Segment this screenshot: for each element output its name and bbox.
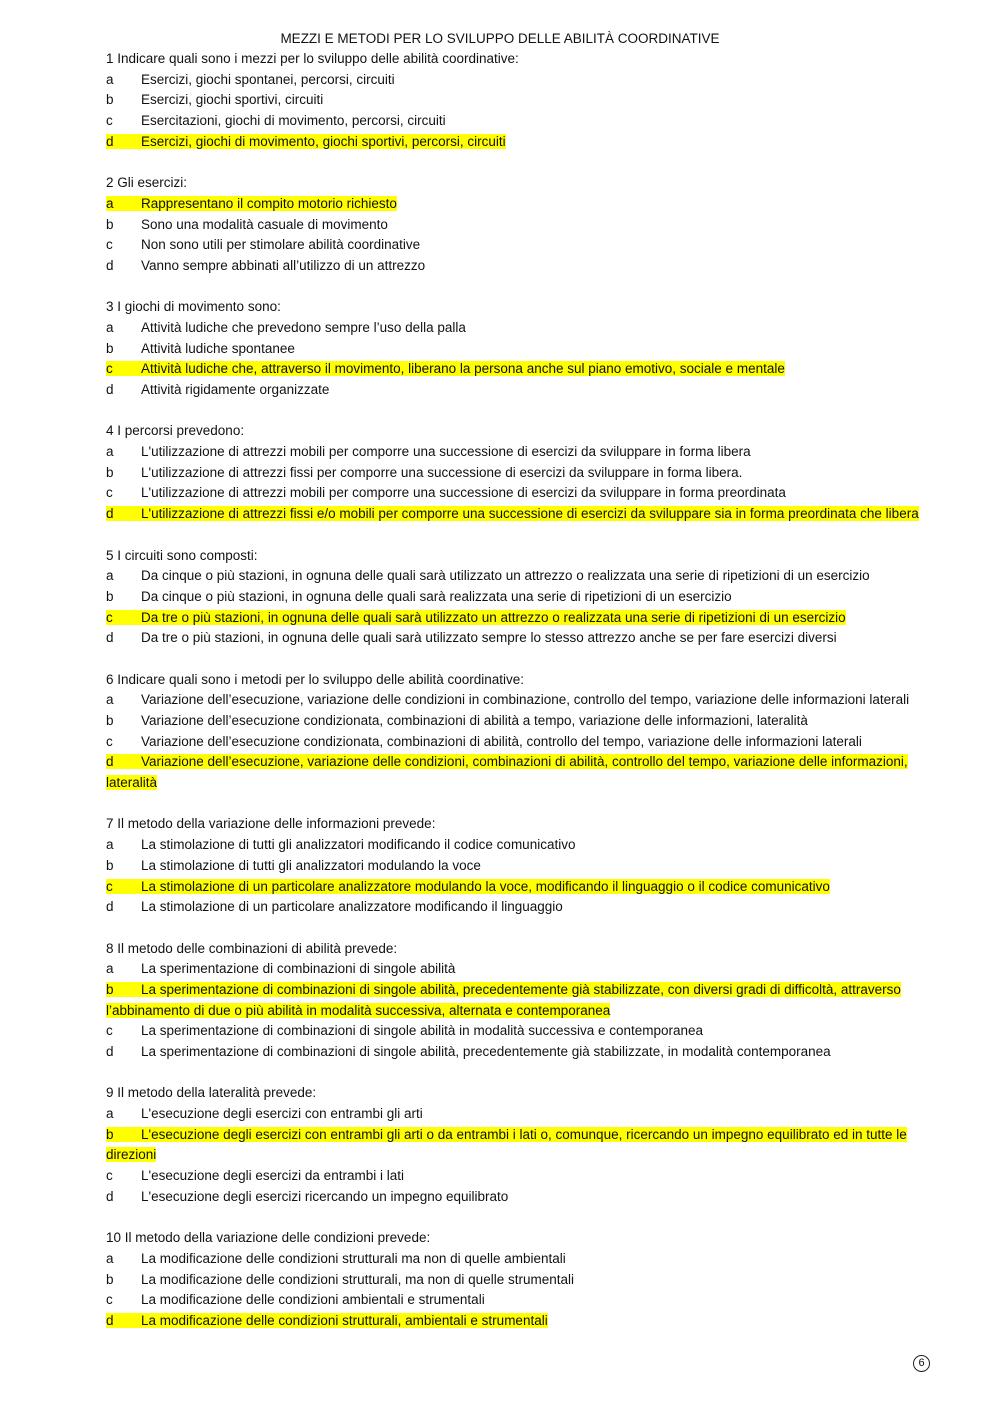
highlighted-answer [106,754,908,769]
answer-option [106,1166,926,1187]
option-line [106,877,926,898]
option-line [106,235,926,256]
answer-text-wrap [106,1044,831,1059]
option-line [106,608,926,629]
option-line [106,194,926,215]
option-letter: c [106,733,113,749]
question-block [106,670,926,794]
option-text: La modificazione delle condizioni strutturali ma non di quelle ambientali [141,1250,566,1266]
option-text: La stimolazione di un particolare analizzatore modulando la voce, modificando il linguaggio o il codice comunicativo [141,878,830,894]
option-letter: d [106,754,114,770]
option-letter: a [106,568,114,584]
question-text: 9 Il metodo della lateralità prevede: [106,1085,317,1101]
answer-text-wrap [106,72,395,87]
option-text: Non sono utili per stimolare abilità coordinative [141,237,421,253]
answer-option-correct [106,194,926,215]
question-block [106,1083,926,1207]
option-text: Da cinque o più stazioni, in ognuna delle quali sarà realizzata una serie di ripetizioni di un esercizio [141,588,732,604]
option-letter: c [106,237,113,253]
answer-option-correct [106,504,926,525]
option-line [106,132,926,153]
answer-text-wrap [106,1292,485,1307]
option-letter: b [106,92,114,108]
option-letter: a [106,1106,114,1122]
option-letter: d [106,1044,114,1059]
page-number: 6 [913,1355,930,1372]
option-letter: a [106,837,114,853]
highlighted-answer [106,196,397,211]
answer-text-wrap [106,258,425,273]
option-letter: b [106,857,114,873]
answer-option [106,1249,926,1270]
option-line [106,628,926,649]
option-text: Attività ludiche spontanee [141,340,295,356]
option-text: l’abbinamento di due o più abilità in modalità successiva, alternata e contemporanea [106,1002,611,1018]
option-text: Vanno sempre abbinati all’utilizzo di un attrezzo [141,257,426,273]
option-line [106,111,926,132]
answer-option [106,732,926,753]
option-line [106,442,926,463]
option-letter: b [106,216,114,232]
question-block [106,173,926,276]
question-block [106,1228,926,1331]
answer-text-wrap [106,382,329,397]
highlighted-answer [106,610,846,625]
option-line [106,483,926,504]
option-text: La modificazione delle condizioni strutturali, ma non di quelle strumentali [141,1271,574,1287]
option-line [106,856,926,877]
option-letter: c [106,878,113,894]
option-line [106,1021,926,1042]
option-line [106,711,926,732]
option-text: L'esecuzione degli esercizi ricercando un impegno equilibrato [141,1188,509,1204]
question-text: 6 Indicare quali sono i metodi per lo sviluppo delle abilità coordinative: [106,671,524,687]
answer-option [106,111,926,132]
option-text: La sperimentazione di combinazioni di singole abilità in modalità successiva e contemporanea [141,1023,704,1039]
option-line [106,1145,926,1166]
option-line [106,587,926,608]
answer-option [106,628,926,649]
question-block [106,546,926,649]
option-text: Attività ludiche che, attraverso il movimento, liberano la persona anche sul piano emotivo, sociale e mentale [141,361,785,377]
answer-option [106,215,926,236]
answer-text-wrap [106,899,563,914]
answer-text-wrap [106,734,862,749]
option-line [106,1125,926,1146]
option-text: La sperimentazione di combinazioni di singole abilità, precedentemente già stabilizzate, in modalità contemporanea [141,1044,831,1059]
option-line [106,732,926,753]
option-line [106,504,926,525]
question-block [106,939,926,1063]
answer-text-wrap [106,858,481,873]
option-letter: b [106,588,114,604]
option-letter: d [106,1312,114,1328]
option-line [106,1270,926,1291]
answer-text-wrap [106,1272,574,1287]
answer-text-wrap [106,341,295,356]
option-line [106,752,926,773]
option-text: La stimolazione di tutti gli analizzatori modificando il codice comunicativo [141,837,576,853]
option-letter: b [106,340,114,356]
option-text: La sperimentazione di combinazioni di singole abilità [141,961,456,977]
option-line [106,70,926,91]
option-text: Variazione dell’esecuzione condizionata, combinazioni di abilità a tempo, variazione delle informazioni, lateralità [141,713,808,728]
question-block [106,814,926,917]
option-text: La modificazione delle condizioni strutturali, ambientali e strumentali [141,1312,548,1328]
option-letter: a [106,71,114,87]
answer-text-wrap [106,92,323,107]
option-text: Esercizi, giochi di movimento, giochi sportivi, percorsi, circuiti [141,133,506,149]
option-line [106,959,926,980]
answer-option [106,380,926,401]
question-block [106,49,926,152]
option-letter: c [106,113,113,129]
option-text: Attività ludiche che prevedono sempre l’uso della palla [141,319,466,335]
option-letter: d [106,133,114,149]
option-letter: a [106,692,114,708]
option-letter: c [106,1168,113,1184]
option-letter: b [106,464,114,480]
option-text: lateralità [106,775,158,791]
option-line [106,1001,926,1022]
answer-option [106,90,926,111]
option-line [106,1311,926,1332]
option-line [106,980,926,1001]
answer-option [106,711,926,732]
answer-option [106,70,926,91]
option-line [106,773,926,794]
option-line [106,1042,926,1063]
answer-text-wrap [106,444,751,459]
option-letter: b [106,713,114,728]
answer-text-wrap [106,113,446,128]
option-letter: c [106,361,113,377]
answer-text-wrap [106,485,786,500]
option-letter: b [106,1271,114,1287]
question-text: 1 Indicare quali sono i mezzi per lo sviluppo delle abilità coordinative: [106,51,519,66]
answer-option [106,566,926,587]
answer-option-correct [106,1311,926,1332]
option-line [106,566,926,587]
highlighted-answer [106,1313,548,1328]
option-line [106,380,926,401]
question-text: 4 I percorsi prevedono: [106,423,245,439]
option-letter: c [106,1023,113,1039]
question-text: 3 I giochi di movimento sono: [106,299,281,315]
highlighted-answer [106,1127,907,1142]
page-title: MEZZI E METODI PER LO SVILUPPO DELLE ABILITÀ COORDINATIVE [280,31,720,46]
option-line [106,1249,926,1270]
option-text: La stimolazione di un particolare analizzatore modificando il linguaggio [141,899,563,915]
option-letter: d [106,382,114,397]
answer-text-wrap [106,237,420,252]
answer-option-correct [106,1125,926,1166]
answer-option [106,856,926,877]
answer-text-wrap [106,692,909,707]
answer-option-correct [106,877,926,898]
answer-option [106,1290,926,1311]
option-letter: a [106,444,114,460]
option-text: L'utilizzazione di attrezzi mobili per comporre una successione di esercizi da sviluppare in forma libera [141,444,751,460]
answer-text-wrap [106,217,388,232]
answer-option-correct [106,980,926,1021]
option-letter: b [106,1126,114,1142]
answer-option [106,235,926,256]
answer-text-wrap [106,1023,703,1038]
answer-option [106,835,926,856]
question-text: 10 Il metodo della variazione delle condizioni prevede: [106,1230,431,1246]
option-letter: a [106,319,114,335]
option-text: Esercizi, giochi spontanei, percorsi, circuiti [141,71,395,87]
option-text: L'esecuzione degli esercizi da entrambi i lati [141,1168,404,1184]
option-letter: a [106,195,114,211]
option-letter: a [106,961,114,977]
option-line [106,339,926,360]
option-letter: d [106,1188,114,1204]
answer-text-wrap [106,837,575,852]
option-text: L'esecuzione degli esercizi con entrambi gli arti o da entrambi i lati o, comunque, ricercando un impegno equilibrato ed in tutte le [141,1126,907,1142]
answer-option [106,318,926,339]
option-line [106,835,926,856]
highlighted-answer [106,775,157,790]
answer-text-wrap [106,465,742,480]
option-line [106,318,926,339]
option-text: Sono una modalità casuale di movimento [141,216,388,232]
question-text: 5 I circuiti sono composti: [106,547,258,563]
answer-text-wrap [106,1189,508,1204]
answer-option [106,1270,926,1291]
answer-text-wrap [106,713,808,728]
option-text: La stimolazione di tutti gli analizzatori modulando la voce [141,857,481,873]
option-letter: d [106,630,114,646]
answer-option [106,587,926,608]
option-text: L'utilizzazione di attrezzi fissi per comporre una successione di esercizi da sviluppare in forma libera. [141,464,743,480]
option-text: Da cinque o più stazioni, in ognuna delle quali sarà utilizzato un attrezzo o realizzata una serie di ripetizioni di un esercizio [141,568,870,584]
option-text: Attività rigidamente organizzate [141,382,330,397]
option-text: La sperimentazione di combinazioni di singole abilità, precedentemente già stabilizzate, con diversi gradi di difficoltà, attraverso [141,981,901,997]
highlighted-answer [106,1003,610,1018]
answer-text-wrap [106,568,870,583]
option-letter: c [106,1292,113,1308]
highlighted-answer [106,1147,156,1162]
option-line [106,90,926,111]
answer-option [106,483,926,504]
option-letter: c [106,485,113,501]
answer-option [106,256,926,277]
answer-text-wrap [106,1251,566,1266]
option-letter: d [106,899,114,915]
option-text: L'esecuzione degli esercizi con entrambi gli arti [141,1106,423,1122]
answer-option-correct [106,752,926,793]
answer-text-wrap [106,1106,423,1121]
question-block [106,421,926,524]
answer-option [106,897,926,918]
highlighted-answer [106,879,830,894]
answer-option-correct [106,608,926,629]
highlighted-answer [106,982,901,997]
option-text: L'utilizzazione di attrezzi fissi e/o mobili per comporre una successione di esercizi da sviluppare sia in forma preordinata che libera [141,506,919,522]
answer-text-wrap [106,630,837,645]
option-line [106,690,926,711]
option-line [106,463,926,484]
option-text: Esercizi, giochi sportivi, circuiti [141,92,324,108]
option-text: Variazione dell’esecuzione, variazione delle condizioni in combinazione, controllo del tempo, variazione delle informazioni laterali [141,692,910,708]
option-letter: b [106,981,114,997]
option-letter: a [106,1250,114,1266]
highlighted-answer [106,506,919,521]
option-line [106,215,926,236]
option-line [106,1166,926,1187]
option-letter: c [106,609,113,625]
question-text: 2 Gli esercizi: [106,175,188,191]
answer-text-wrap [106,1168,404,1183]
answer-option [106,463,926,484]
option-line [106,1187,926,1208]
answer-option [106,442,926,463]
answer-option [106,1187,926,1208]
option-line [106,1104,926,1125]
answer-option [106,959,926,980]
question-text: 7 Il metodo della variazione delle informazioni prevede: [106,816,436,832]
option-text: L'utilizzazione di attrezzi mobili per comporre una successione di esercizi da sviluppare in forma preordinata [141,485,786,501]
quiz-list [106,49,926,1352]
question-text: 8 Il metodo delle combinazioni di abilità prevede: [106,940,398,956]
option-text: direzioni [106,1147,157,1163]
option-text: Esercitazioni, giochi di movimento, percorsi, circuiti [141,113,446,129]
answer-option-correct [106,359,926,380]
answer-option [106,1104,926,1125]
answer-option [106,690,926,711]
option-line [106,359,926,380]
option-text: Da tre o più stazioni, in ognuna delle quali sarà utilizzato sempre lo stesso attrezzo anche se per fare esercizi diversi [141,630,837,646]
option-text: Variazione dell’esecuzione condizionata, combinazioni di abilità, controllo del tempo, variazione delle informazioni laterali [141,733,862,749]
answer-option [106,1021,926,1042]
option-text: Rappresentano il compito motorio richiesto [141,195,397,211]
option-text: La modificazione delle condizioni ambientali e strumentali [141,1292,485,1308]
option-letter: d [106,257,114,273]
option-text: Da tre o più stazioni, in ognuna delle quali sarà utilizzato un attrezzo o realizzata una serie di ripetizioni di un esercizio [141,609,846,625]
option-line [106,1290,926,1311]
highlighted-answer [106,134,506,149]
answer-text-wrap [106,589,732,604]
answer-option [106,339,926,360]
answer-text-wrap [106,961,455,976]
option-line [106,256,926,277]
answer-option-correct [106,132,926,153]
option-text: Variazione dell’esecuzione, variazione delle condizioni, combinazioni di abilità, controllo del tempo, variazione delle informazioni, [141,754,908,770]
highlighted-answer [106,361,785,376]
option-line [106,897,926,918]
answer-text-wrap [106,320,466,335]
question-block [106,297,926,400]
answer-option [106,1042,926,1063]
option-letter: d [106,506,114,522]
